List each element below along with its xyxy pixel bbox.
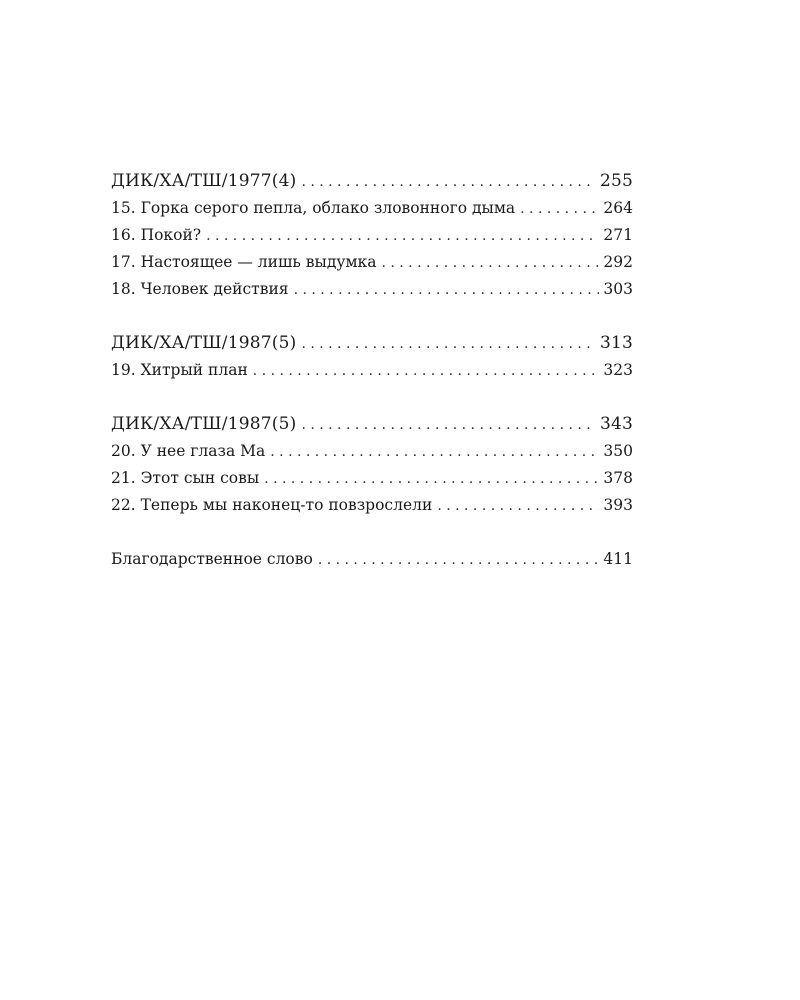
toc-entry[interactable]: [111, 249, 633, 276]
toc-entry-title: 22. Теперь мы наконец-то повзрослели: [111, 496, 433, 514]
dot-leader: [301, 331, 595, 358]
toc-entry[interactable]: [111, 168, 633, 195]
toc-entry-page: 411: [603, 550, 633, 568]
toc-entry-title: 15. Горка серого пепла, облако зловонного дыма: [111, 199, 516, 217]
toc-entry-page: 313: [599, 333, 633, 353]
toc-entry-title: 16. Покой?: [111, 226, 202, 244]
table-of-contents: [111, 168, 633, 573]
toc-entry-page: 323: [603, 361, 633, 379]
dot-leader: [206, 223, 599, 250]
toc-entry[interactable]: [111, 195, 633, 222]
toc-entry-page: 350: [603, 442, 633, 460]
toc-entry-title: 20. У нее глаза Ма: [111, 442, 266, 460]
toc-entry[interactable]: [111, 411, 633, 438]
dot-leader: [294, 277, 600, 304]
toc-entry-title: 17. Настоящее — лишь выдумка: [111, 253, 377, 271]
toc-group: [111, 411, 633, 519]
toc-entry[interactable]: [111, 330, 633, 357]
toc-entry[interactable]: [111, 222, 633, 249]
toc-entry-title: 21. Этот сын совы: [111, 469, 260, 487]
toc-group: [111, 168, 633, 303]
toc-entry-page: 343: [599, 414, 633, 434]
toc-entry-title: 18. Человек действия: [111, 280, 289, 298]
toc-entry[interactable]: [111, 492, 633, 519]
toc-entry-title: ДИК/ХА/ТШ/1977(4): [111, 171, 297, 191]
toc-entry-title: Благодарственное слово: [111, 550, 313, 568]
toc-group: [111, 546, 633, 573]
toc-entry-page: 264: [603, 199, 633, 217]
toc-entry-page: 271: [603, 226, 633, 244]
dot-leader: [437, 493, 599, 520]
toc-entry[interactable]: [111, 357, 633, 384]
dot-leader: [381, 250, 599, 277]
toc-entry-page: 378: [603, 469, 633, 487]
dot-leader: [301, 169, 595, 196]
toc-entry[interactable]: [111, 546, 633, 573]
toc-entry-title: 19. Хитрый план: [111, 361, 248, 379]
dot-leader: [318, 547, 600, 574]
toc-entry-page: 255: [599, 171, 633, 191]
toc-group: [111, 330, 633, 384]
toc-entry[interactable]: [111, 438, 633, 465]
dot-leader: [253, 358, 600, 385]
dot-leader: [270, 439, 599, 466]
toc-entry[interactable]: [111, 276, 633, 303]
toc-entry-title: ДИК/ХА/ТШ/1987(5): [111, 414, 297, 434]
dot-leader: [520, 196, 599, 223]
dot-leader: [264, 466, 599, 493]
toc-entry-page: 303: [603, 280, 633, 298]
toc-entry-page: 393: [603, 496, 633, 514]
toc-entry-page: 292: [603, 253, 633, 271]
toc-entry[interactable]: [111, 465, 633, 492]
toc-entry-title: ДИК/ХА/ТШ/1987(5): [111, 333, 297, 353]
dot-leader: [301, 412, 595, 439]
